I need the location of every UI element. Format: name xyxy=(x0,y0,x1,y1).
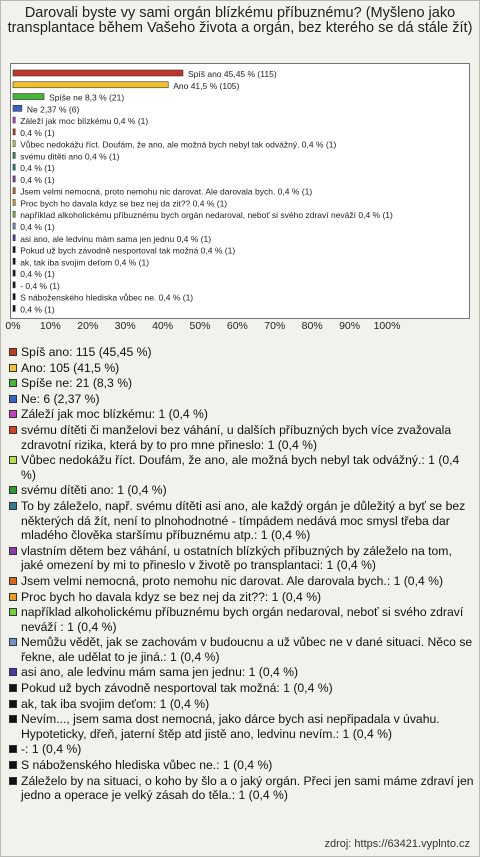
legend-item xyxy=(9,392,475,407)
legend xyxy=(9,345,475,804)
legend-swatch xyxy=(9,608,17,616)
legend-swatch xyxy=(9,593,17,601)
legend-label: Proc bych ho davala kdyz se bez nej da zit??: 1 (0,4 %) xyxy=(21,589,322,604)
legend-label: vlastním dětem bez váhání, u ostatních blízkých příbuzných by záleželo na tom, jaké omezení by mi to přineslo v životě po transplantaci: 1 (0,4 %) xyxy=(21,543,452,573)
bar-chart-svg xyxy=(11,64,469,318)
bar-value-label: Ne 2,37 % (6) xyxy=(26,104,80,115)
legend-swatch xyxy=(9,348,17,356)
legend-item xyxy=(9,361,475,376)
bar xyxy=(13,199,15,205)
x-tick-label: 60% xyxy=(226,320,248,332)
legend-item xyxy=(9,407,475,422)
legend-label: například alkoholickému příbuznému bych orgán nedaroval, neboť si svého zdraví neváží : 1 (0,4 %) xyxy=(21,605,464,634)
legend-label: svému dítěti ano: 1 (0,4 %) xyxy=(21,483,167,498)
x-tick-label: 10% xyxy=(39,320,61,332)
bar xyxy=(13,211,15,217)
legend-label: ak, tak iba svojim deťom: 1 (0,4 %) xyxy=(21,696,210,711)
bar xyxy=(13,258,15,264)
chart-title: Darovali byste vy sami orgán blízkému příbuznému? (Myšleno jako transplantace během Vašeho života a orgán, bez kterého se dá stále žít) xyxy=(7,5,473,36)
legend-swatch xyxy=(9,379,17,387)
bar-value-label: Jsem velmi nemocná, proto nemohu nic darovat. Ale darovala bych. 0,4 % (1) xyxy=(20,186,313,197)
legend-swatch xyxy=(9,684,17,692)
legend-item xyxy=(9,758,475,773)
bar xyxy=(13,117,15,123)
bar xyxy=(13,152,15,158)
legend-label: Nevím..., jsem sama dost nemocná, jako dárce bych asi nepřipadala v úvahu. Hypoteticky, dřeň, jaterní štěp atd jistě ano, ledvinu nevím.: 1 (0,4 %) xyxy=(21,712,440,741)
bar xyxy=(13,94,44,100)
bar-value-label: asi ano, ale ledvinu mám sama jen jednu 0,4 % (1) xyxy=(20,233,212,244)
bar-value-label: Vůbec nedokážu říct. Doufám, že ano, ale možná bych nebyl tak odvážný. 0,4 % (1) xyxy=(20,139,337,150)
legend-label: asi ano, ale ledvinu mám sama jen jednu: 1 (0,4 %) xyxy=(21,665,299,680)
bar-value-label: Pokud už bych závodně nesportoval tak možná 0,4 % (1) xyxy=(20,245,236,256)
bar-value-label: S náboženského hlediska vůbec ne. 0,4 % (1) xyxy=(20,292,194,303)
bar-value-label: Spíš ano 45,45 % (115) xyxy=(187,69,277,79)
x-axis xyxy=(0,320,480,336)
bar-value-label: Ano 41,5 % (105) xyxy=(173,80,240,91)
legend-label: -: 1 (0,4 %) xyxy=(21,742,82,757)
legend-item xyxy=(9,665,475,680)
legend-label: Spíš ano: 115 (45,45 %) xyxy=(21,345,152,359)
legend-swatch xyxy=(9,700,17,708)
bar-value-label: Spíše ne 8,3 % (21) xyxy=(49,92,125,103)
bar xyxy=(13,282,15,288)
bar xyxy=(13,188,15,194)
plot-area xyxy=(10,63,470,319)
legend-label: Nemůžu vědět, jak se zachovám v budoucnu a už vůbec ne v dané situaci. Něco se řekne, ale udělat to je jiná.: 1 (0,4 %) xyxy=(21,635,473,664)
legend-item xyxy=(9,574,475,589)
bar xyxy=(13,235,15,241)
bar-value-label: 0,4 % (1) xyxy=(20,269,55,280)
bar-value-label: ak, tak iba svojim deťom 0,4 % (1) xyxy=(20,257,150,268)
bar xyxy=(13,105,22,111)
bar xyxy=(13,305,15,311)
legend-label: S náboženského hlediska vůbec ne.: 1 (0,4 %) xyxy=(21,758,273,773)
x-tick-label: 80% xyxy=(301,320,323,332)
legend-swatch xyxy=(9,745,17,753)
legend-label: Pokud už bych závodně nesportoval tak možná: 1 (0,4 %) xyxy=(21,681,333,696)
legend-label: Spíše ne: 21 (8,3 %) xyxy=(21,376,133,391)
bar xyxy=(13,294,15,300)
legend-swatch xyxy=(9,395,17,403)
legend-label: Záleží jak moc blízkému: 1 (0,4 %) xyxy=(21,407,208,422)
legend-swatch xyxy=(9,761,17,769)
bar-value-label: například alkoholickému příbuznému bych orgán nedaroval, neboť si svého zdraví neváží 0,4 % (1) xyxy=(20,210,393,221)
x-tick-label: 100% xyxy=(373,320,401,332)
legend-item xyxy=(9,483,475,498)
legend-swatch xyxy=(9,547,17,555)
x-tick-label: 30% xyxy=(114,320,136,332)
legend-swatch xyxy=(9,410,17,418)
legend-swatch xyxy=(9,715,17,723)
legend-item xyxy=(9,376,475,391)
bar-value-label: 0,4 % (1) xyxy=(20,222,55,233)
legend-item xyxy=(9,590,475,605)
legend-label: Ne: 6 (2,37 %) xyxy=(21,391,100,406)
legend-item xyxy=(9,499,475,543)
legend-item xyxy=(9,345,475,360)
legend-item xyxy=(9,742,475,757)
bar xyxy=(13,82,168,88)
legend-item xyxy=(9,681,475,696)
bar xyxy=(13,164,15,170)
legend-item xyxy=(9,774,475,803)
x-tick-label: 40% xyxy=(152,320,174,332)
legend-swatch xyxy=(9,502,17,510)
legend-item xyxy=(9,605,475,634)
legend-item xyxy=(9,712,475,741)
bar-value-label: Proc bych ho davala kdyz se bez nej da zit?? 0,4 % (1) xyxy=(20,198,228,209)
legend-item xyxy=(9,544,475,573)
bar-value-label: 0,4 % (1) xyxy=(20,163,55,174)
legend-label: Záleželo by na situaci, o koho by šlo a o jaký orgán. Přeci jen sami máme zdraví jen jedno a operace je velký zásah do těla.: 1 (0,4 %) xyxy=(21,773,474,803)
bar-value-label: - 0,4 % (1) xyxy=(20,280,60,291)
x-tick-label: 50% xyxy=(189,320,211,332)
legend-swatch xyxy=(9,426,17,434)
bar-value-label: 0,4 % (1) xyxy=(20,304,55,315)
source-label: zdroj: https://63421.vyplnto.cz xyxy=(324,838,470,850)
bar xyxy=(13,141,15,147)
bar xyxy=(13,223,15,229)
bar xyxy=(13,129,15,135)
legend-swatch xyxy=(9,638,17,646)
legend-swatch xyxy=(9,577,17,585)
bar-value-label: 0,4 % (1) xyxy=(20,174,55,185)
x-tick-label: 0% xyxy=(5,320,21,332)
x-tick-label: 90% xyxy=(339,320,361,332)
x-tick-label: 70% xyxy=(264,320,286,332)
legend-label: To by záleželo, např. svému dítěti asi ano, ale každý orgán je důležitý a byť se bez některých dá žít, není to plnohodnotné - tímpádem nedává moc smysl třeba dar mladého člověka staršímu příbuznému atp.: 1 (0,4 %) xyxy=(21,498,466,543)
legend-label: Ano: 105 (41,5 %) xyxy=(21,360,120,375)
legend-label: Vůbec nedokážu říct. Doufám, že ano, ale možná bych nebyl tak odvážný.: 1 (0,4 %) xyxy=(21,453,460,482)
legend-label: svému dítěti či manželovi bez váhání, u dalších příbuzných bych více zvažovala zdravotní rizika, která by to pro mne přineslo: 1 (0,4 %) xyxy=(21,422,452,452)
legend-item xyxy=(9,635,475,664)
bar xyxy=(13,270,15,276)
legend-swatch xyxy=(9,456,17,464)
bar-value-label: svému dítěti ano 0,4 % (1) xyxy=(20,151,120,162)
legend-swatch xyxy=(9,668,17,676)
legend-swatch xyxy=(9,364,17,372)
bar xyxy=(13,176,15,182)
legend-item xyxy=(9,697,475,712)
legend-item xyxy=(9,453,475,482)
legend-swatch xyxy=(9,777,17,785)
legend-item xyxy=(9,423,475,452)
bar-value-label: Záleží jak moc blízkému 0,4 % (1) xyxy=(20,116,149,127)
bar xyxy=(13,70,183,76)
bar xyxy=(13,247,15,253)
legend-label: Jsem velmi nemocná, proto nemohu nic darovat. Ale darovala bych.: 1 (0,4 %) xyxy=(21,573,444,588)
x-tick-label: 20% xyxy=(77,320,99,332)
bar-value-label: 0,4 % (1) xyxy=(20,127,55,138)
legend-swatch xyxy=(9,486,17,494)
